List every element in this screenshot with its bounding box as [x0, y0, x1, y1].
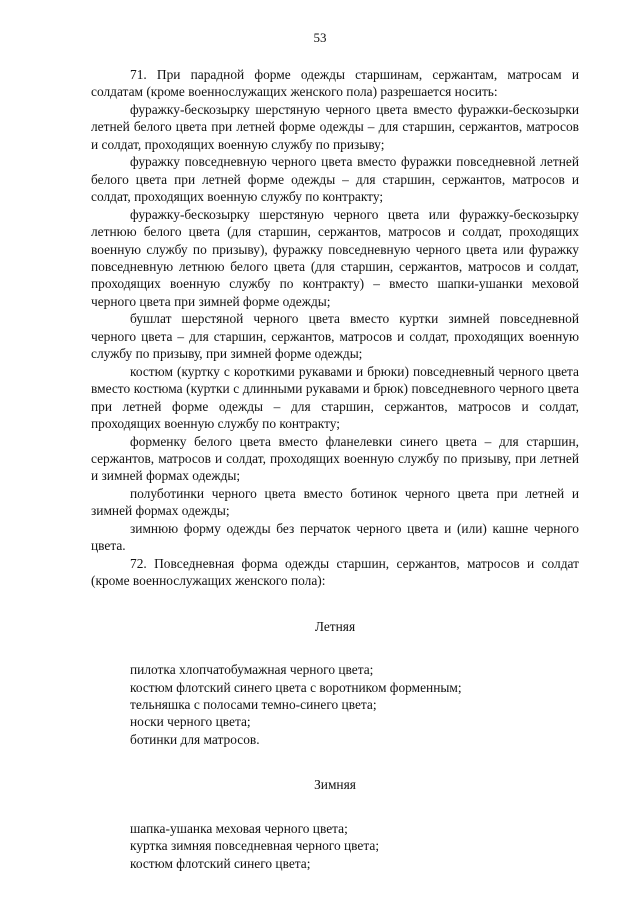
- paragraph-71-intro: 71. При парадной форме одежды старшинам, сержантам, матросам и солдатам (кроме военнослужащих женского пола) разрешается носить:: [91, 67, 579, 100]
- list-item: куртка зимняя повседневная черного цвета;: [130, 838, 380, 854]
- page-number: 53: [313, 30, 327, 45]
- spacer: [91, 794, 579, 820]
- list-item: костюм флотский синего цвета с воротником форменным;: [130, 679, 462, 695]
- list-item: ботинки для матросов.: [130, 731, 260, 747]
- paragraph-item: костюм (куртку с короткими рукавами и брюки) повседневный черного цвета вместо костюма (куртки с длинными рукавами и брюк) повседневного черного цвета при летней форме одежды – для старшин, сержантов, матросов и солдат, проходящих военную службу по контракту;: [91, 363, 579, 432]
- section-heading-winter: Зимняя: [314, 777, 356, 793]
- paragraph-item: фуражку-бескозырку шерстяную черного цвета или фуражку-бескозырку летнюю белого цвета (для старшин, сержантов, матросов и солдат, проходящих военную службу по призыву), фуражку повседневную черного цвета или фуражку повседневную летнюю белого цвета (для старшин, сержантов, матросов и солдат, проходящих военную службу по контракту) – вместо шапки-ушанки меховой черного цвета при зимней форме одежды;: [91, 206, 579, 309]
- spacer: [91, 590, 579, 618]
- list-item: тельняшка с полосами темно-синего цвета;: [130, 696, 377, 712]
- paragraph-item: фуражку повседневную черного цвета вместо фуражки повседневной летней белого цвета при летней форме одежды – для старшин, сержантов, матросов и солдат, проходящих военную службу по контракту;: [91, 154, 579, 205]
- list-item: носки черного цвета;: [130, 714, 251, 730]
- paragraph-72-intro: 72. Повседневная форма одежды старшин, сержантов, матросов и солдат (кроме военнослужащих женского пола):: [91, 555, 579, 589]
- spacer: [91, 635, 579, 661]
- paragraph-item: форменку белого цвета вместо фланелевки синего цвета – для старшин, сержантов, матросов и солдат, проходящих военную службу по призыву, при летней и зимней формах одежды;: [91, 433, 579, 484]
- document-body: [91, 66, 579, 872]
- list-item: пилотка хлопчатобумажная черного цвета;: [130, 662, 374, 678]
- paragraph-item: фуражку-бескозырку шерстяную черного цвета вместо фуражки-бескозырки летней белого цвета при летней форме одежды – для старшин, сержантов, матросов и солдат, проходящих военную службу по призыву;: [91, 101, 579, 152]
- paragraph-item: зимнюю форму одежды без перчаток черного цвета и (или) кашне черного цвета.: [91, 520, 579, 554]
- paragraph-item: бушлат шерстяной черного цвета вместо куртки зимней повседневной черного цвета – для старшин, сержантов, матросов и солдат, проходящих военную службу по призыву, при зимней форме одежды;: [91, 311, 579, 362]
- list-item: костюм флотский синего цвета;: [130, 855, 311, 871]
- spacer: [91, 748, 579, 776]
- section-heading-summer: Летняя: [314, 618, 356, 634]
- paragraph-item: полуботинки черного цвета вместо ботинок черного цвета при летней и зимней формах одежды;: [91, 485, 579, 519]
- list-item: шапка-ушанка меховая черного цвета;: [130, 820, 348, 836]
